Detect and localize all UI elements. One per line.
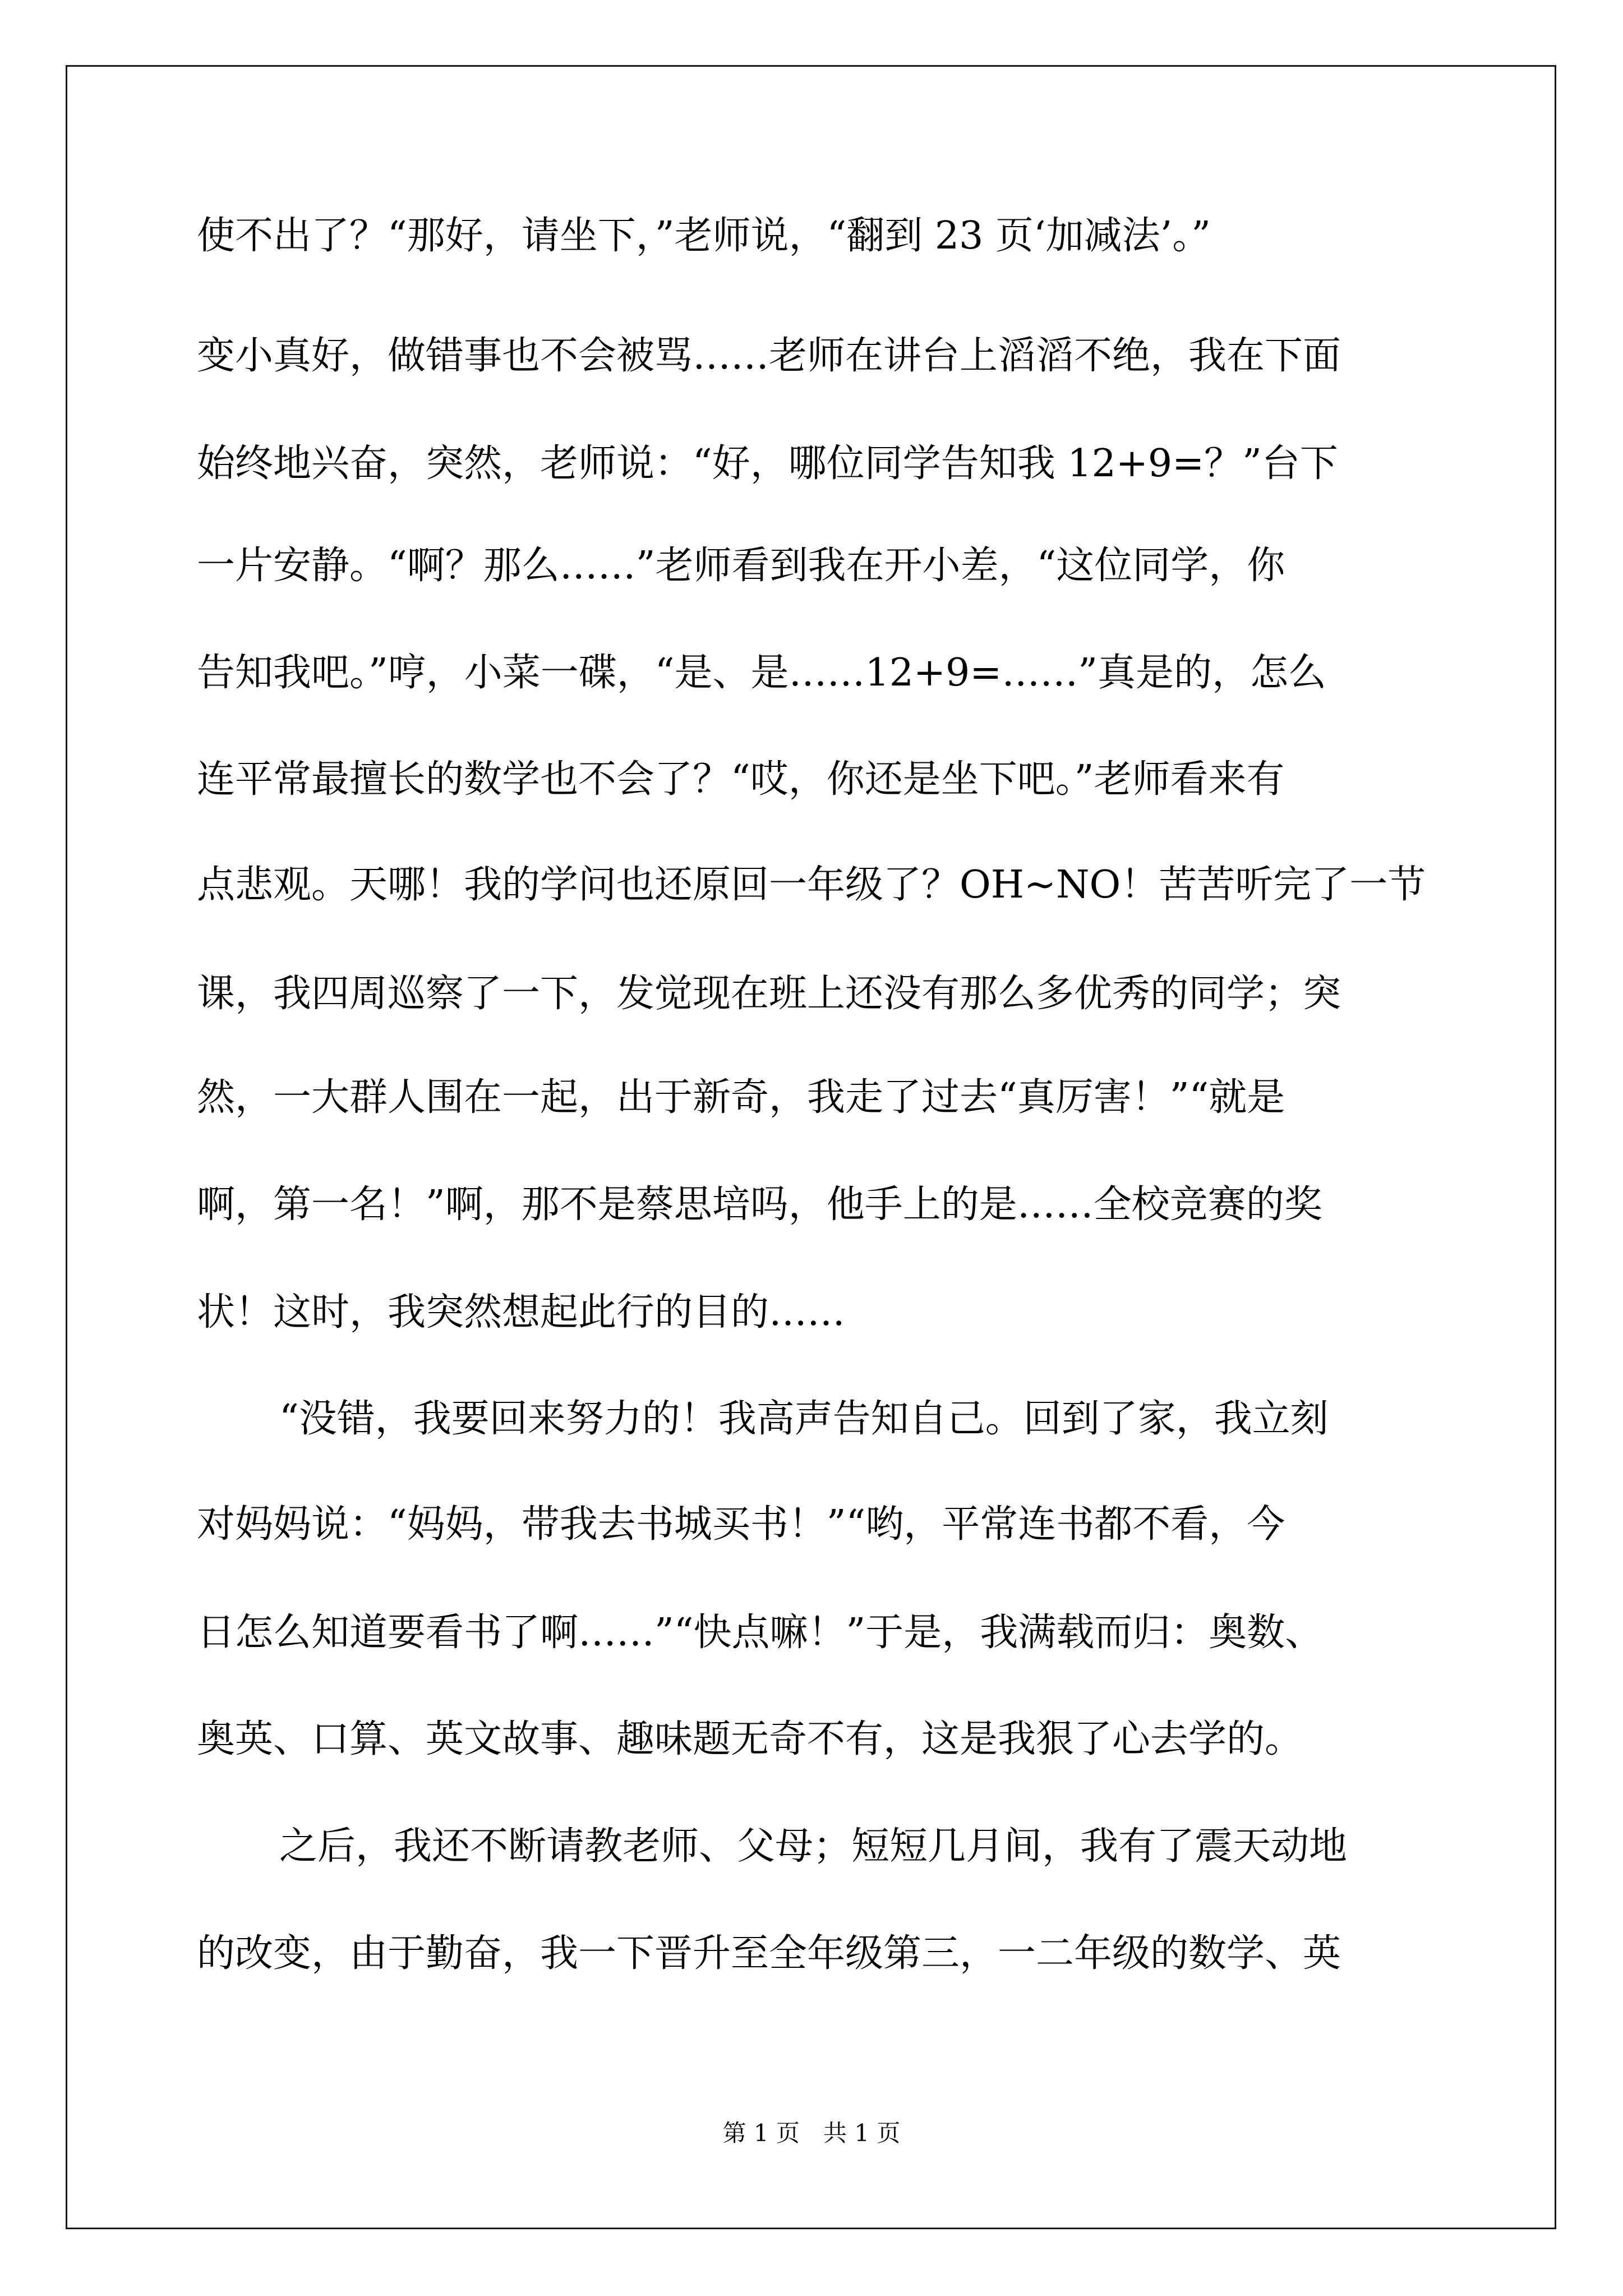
text-line: 一片安静。“啊？那么……”老师看到我在开小差，“这位同学，你: [197, 544, 1285, 588]
text-line: 点悲观。天哪！我的学问也还原回一年级了？OH~NO！苦苦听完了一节: [197, 863, 1426, 907]
page-border: [66, 65, 1556, 2229]
paragraph-start-line: “没错，我要回来努力的！我高声告知自己。回到了家，我立刻: [279, 1397, 1329, 1441]
text-line: 告知我吧。”哼，小菜一碟，“是、是……12+9=……”真是的，怎么: [197, 651, 1327, 695]
text-line: 状！这时，我突然想起此行的目的……: [197, 1290, 846, 1335]
text-line: 课，我四周巡察了一下，发觉现在班上还没有那么多优秀的同学；突: [197, 972, 1341, 1016]
text-line: 使不出了？“那好，请坐下，”老师说，“翻到 23 页‘加减法’。”: [197, 214, 1211, 258]
text-line: 奥英、口算、英文故事、趣味题无奇不有，这是我狠了心去学的。: [197, 1717, 1303, 1761]
text-line: 的改变，由于勤奋，我一下晋升至全年级第三，一二年级的数学、英: [197, 1931, 1341, 1976]
text-line: 啊，第一名！”啊，那不是蔡思培吗，他手上的是……全校竞赛的奖: [197, 1182, 1322, 1227]
text-line: 连平常最擅长的数学也不会了？“哎，你还是坐下吧。”老师看来有: [197, 757, 1285, 802]
page-footer: 第 1 页 共 1 页: [722, 2119, 901, 2147]
text-line: 对妈妈说：“妈妈，带我去书城买书！”“哟，平常连书都不看，今: [197, 1502, 1285, 1547]
paragraph-start-line: 之后，我还不断请教老师、父母；短短几月间，我有了震天动地: [279, 1824, 1348, 1869]
text-line: 变小真好，做错事也不会被骂……老师在讲台上滔滔不绝，我在下面: [197, 334, 1341, 378]
text-line: 然，一大群人围在一起，出于新奇，我走了过去“真厉害！”“就是: [197, 1075, 1285, 1120]
text-line: 始终地兴奋，突然，老师说：“好，哪位同学告知我 12+9=？”台下: [197, 441, 1338, 486]
text-line: 日怎么知道要看书了啊……”“快点嘛！”于是，我满载而归：奥数、: [197, 1611, 1324, 1655]
